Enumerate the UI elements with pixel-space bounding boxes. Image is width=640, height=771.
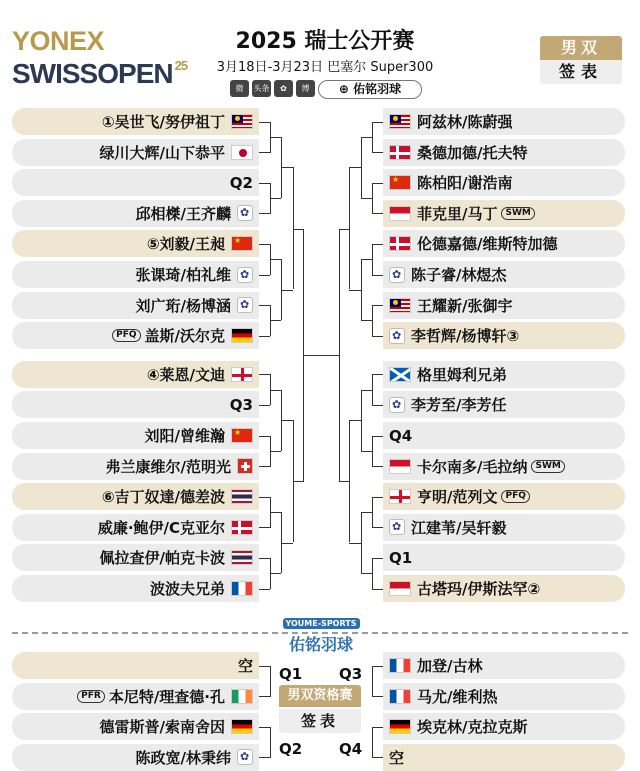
qualifier-slot: [12, 169, 259, 196]
bracket-line: [270, 390, 281, 391]
flag-chn-icon: [231, 428, 253, 443]
player-pair-entry: [12, 361, 259, 388]
bracket-line: [372, 152, 383, 153]
pair-names: 刘阳/曾维瀚: [144, 427, 225, 445]
bracket-line: [259, 527, 270, 528]
bracket-line: [303, 355, 339, 356]
bracket-line: [270, 320, 281, 321]
event-badge: [540, 36, 622, 84]
bracket-line: [361, 390, 362, 451]
bracket-line: [259, 497, 270, 498]
player-pair-entry: [12, 514, 259, 541]
pair-names: 盖斯/沃尔克: [144, 327, 225, 346]
pair-names: ④莱恩/文迪: [146, 365, 225, 384]
flag-tpe-icon: [237, 267, 253, 283]
paw-icon[interactable]: ✿: [274, 80, 293, 97]
pair-names: 江建苇/吴轩毅: [411, 518, 507, 537]
bracket-line: [270, 727, 271, 758]
bracket-line: [293, 481, 303, 482]
pair-names: ⑤刘毅/王昶: [146, 235, 225, 254]
pair-names: 绿川大辉/山下恭平: [99, 143, 225, 162]
bracket-line: [372, 374, 383, 375]
player-pair-entry: [383, 200, 625, 227]
qualifier-label: Q2: [229, 173, 253, 192]
bracket-line: [372, 497, 383, 498]
bracket-line: [259, 122, 270, 123]
bracket-line: [372, 696, 383, 697]
flag-ger-icon: [389, 719, 411, 734]
event-draw-label: 签表: [540, 60, 622, 84]
player-pair-entry: [383, 683, 625, 710]
qual-label-q2: Q2: [279, 740, 303, 758]
flag-chn-icon: [389, 175, 411, 190]
player-pair-entry: [383, 744, 625, 771]
bracket-line: [372, 275, 383, 276]
flag-eng-icon: [389, 489, 411, 504]
flag-den-icon: [389, 236, 411, 251]
bracket-line: [361, 573, 372, 574]
bracket-line: [372, 527, 383, 528]
bracket-line: [372, 213, 383, 214]
bracket-line: [361, 198, 372, 199]
brand-yonex: YONEX: [12, 26, 105, 56]
bracket-line: [361, 320, 372, 321]
pair-names: 王耀新/张御宇: [417, 296, 513, 315]
player-pair-entry: [12, 713, 259, 740]
qualifying-draw-label: 签表: [279, 709, 361, 733]
player-pair-entry: [383, 108, 625, 135]
bracket-line: [349, 290, 361, 291]
pair-names: 陈柏阳/谢浩南: [417, 174, 513, 193]
pair-names: 桑德加德/托夫特: [417, 143, 528, 162]
entry-tag-badge: PFR: [77, 690, 105, 703]
player-pair-entry: [12, 108, 259, 135]
flag-tha-icon: [231, 550, 253, 565]
bracket-line: [361, 512, 372, 513]
qualifier-label: Q1: [389, 548, 413, 567]
bracket-line: [372, 305, 383, 306]
flag-tpe-icon: [389, 267, 405, 283]
player-pair-entry: [12, 544, 259, 571]
bracket-line: [361, 512, 362, 573]
pair-names: 陈政宽/林秉纬: [135, 748, 231, 767]
bracket-line: [372, 466, 383, 467]
bracket-line: [361, 259, 362, 320]
youme-logo-cn: 佑铭羽球: [288, 635, 353, 654]
bracket-line: [259, 589, 270, 590]
bracket-line: [372, 122, 373, 153]
bracket-line: [259, 374, 270, 375]
youming-badge[interactable]: ⊕ 佑铭羽球: [318, 80, 422, 99]
bracket-line: [270, 198, 281, 199]
player-pair-entry: [383, 453, 625, 480]
pair-names: 邱相榤/王齐麟: [135, 204, 231, 223]
flag-tpe-icon: [237, 749, 253, 765]
pair-names: 卡尔南多/毛拉纳: [417, 457, 528, 476]
bracket-line: [372, 405, 383, 406]
bracket-line: [372, 497, 373, 528]
pair-names: 格里姆利兄弟: [417, 365, 508, 384]
bracket-line: [349, 167, 350, 289]
pair-names: 伦德嘉德/维斯特加德: [417, 235, 558, 254]
bracket-line: [372, 336, 383, 337]
bracket-line: [372, 183, 383, 184]
player-pair-entry: [12, 453, 259, 480]
bracket-line: [259, 213, 270, 214]
pair-names: 李芳至/李芳任: [411, 396, 507, 415]
player-pair-entry: [383, 169, 625, 196]
bracket-line: [270, 259, 281, 260]
bracket-line: [259, 275, 270, 276]
flag-tpe-icon: [389, 328, 405, 344]
bracket-line: [259, 466, 270, 467]
flag-ina-icon: [389, 206, 411, 221]
pair-names: 马尤/维利热: [417, 687, 498, 706]
social-icons: [230, 80, 315, 97]
bracket-line: [259, 666, 270, 667]
bracket-line: [259, 244, 270, 245]
bracket-line: [372, 727, 373, 758]
flag-ger-icon: [231, 328, 253, 343]
pair-names: 加登/古林: [417, 657, 483, 675]
flag-ina-icon: [389, 459, 411, 474]
player-pair-entry: [12, 230, 259, 257]
bracket-line: [270, 666, 271, 697]
pair-names: 陈子睿/林煜杰: [411, 266, 507, 284]
bracket-line: [361, 390, 372, 391]
youme-logo-text: YOUME-SPORTS: [283, 618, 360, 629]
bracket-line: [259, 336, 270, 337]
bracket-line: [259, 696, 270, 697]
player-pair-entry: [12, 652, 259, 679]
brand-swissopen-text: SWISSOPEN: [12, 58, 173, 89]
bracket-line: [259, 558, 270, 559]
flag-ina-icon: [389, 581, 411, 596]
player-pair-entry: [12, 483, 259, 510]
pair-names: 弗兰康维尔/范明光: [105, 457, 231, 476]
bracket-line: [372, 589, 383, 590]
bracket-line: [281, 420, 293, 421]
pair-names: 古塔玛/伊斯法罕②: [417, 580, 541, 598]
player-pair-entry: [383, 322, 625, 349]
brand-year: 25: [174, 58, 188, 73]
bracket-line: [372, 183, 373, 214]
pair-names: ①吴世飞/努伊祖丁: [101, 113, 225, 131]
qualifier-slot: [383, 544, 625, 571]
pair-names: 刘广珩/杨博涵: [135, 296, 231, 315]
player-pair-entry: [383, 713, 625, 740]
pair-names: 空: [237, 657, 253, 675]
wechat-icon[interactable]: 微: [230, 80, 249, 97]
bracket-line: [281, 290, 293, 291]
bracket-line: [349, 420, 350, 542]
flag-fra-icon: [231, 581, 253, 596]
bracket-line: [259, 405, 270, 406]
bracket-line: [361, 137, 372, 138]
player-pair-entry: [383, 391, 625, 418]
player-pair-entry: [12, 261, 259, 288]
bracket-line: [259, 727, 270, 728]
player-pair-entry: [383, 261, 625, 288]
entry-tag-badge: SWM: [531, 460, 564, 473]
pair-names: 威廉·鲍伊/C克亚尔: [97, 518, 225, 537]
flag-sui-icon: [237, 458, 253, 474]
pair-names: 菲克里/马丁: [417, 204, 498, 223]
bracket-line: [372, 244, 383, 245]
qualifying-title: 男双资格赛: [279, 685, 361, 707]
player-pair-entry: [12, 744, 259, 771]
player-pair-entry: [383, 514, 625, 541]
player-pair-entry: [12, 322, 259, 349]
bracket-line: [339, 481, 349, 482]
bracket-line: [339, 229, 340, 482]
player-pair-entry: [383, 483, 625, 510]
flag-irl-icon: [231, 689, 253, 704]
bracket-line: [372, 558, 383, 559]
flag-tpe-icon: [389, 519, 405, 535]
bracket-line: [349, 420, 361, 421]
bracket-line: [372, 374, 373, 405]
bracket-line: [349, 543, 361, 544]
player-pair-entry: [12, 292, 259, 319]
bracket-line: [259, 183, 270, 184]
pair-names: 李哲辉/杨博轩③: [411, 327, 520, 346]
page-subtitle: 3月18日-3月23日 巴塞尔 Super300: [216, 60, 434, 75]
page-title: 2025 瑞士公开赛: [235, 29, 415, 54]
pair-names: 佩拉查伊/帕克卡波: [99, 549, 225, 568]
pair-names: 德雷斯普/索南舍因: [99, 718, 225, 736]
flag-ger-icon: [231, 719, 253, 734]
bracket-line: [372, 436, 383, 437]
flag-tpe-icon: [237, 297, 253, 313]
flag-tha-icon: [231, 489, 253, 504]
player-pair-entry: [12, 139, 259, 166]
entry-tag-badge: SWM: [501, 207, 534, 220]
player-pair-entry: [383, 361, 625, 388]
bracket-line: [281, 167, 293, 168]
bracket-line: [349, 167, 361, 168]
bracket-line: [372, 305, 373, 336]
bracket-line: [361, 259, 372, 260]
entry-tag-badge: PFQ: [501, 490, 529, 503]
bracket-line: [270, 137, 281, 138]
player-pair-entry: [12, 683, 259, 710]
bracket-line: [339, 229, 349, 230]
flag-jpn-icon: [231, 145, 253, 160]
qualifier-slot: [12, 391, 259, 418]
pair-names: 埃克林/克拉克斯: [417, 718, 528, 736]
flag-fra-icon: [389, 658, 411, 673]
bracket-line: [372, 666, 383, 667]
player-pair-entry: [383, 652, 625, 679]
youme-logo: [276, 611, 366, 655]
bracket-line: [259, 757, 270, 758]
player-pair-entry: [12, 422, 259, 449]
bracket-line: [361, 137, 362, 198]
entry-tag-badge: PFQ: [112, 329, 140, 342]
flag-mas-icon: [389, 298, 411, 313]
bracket-line: [270, 573, 281, 574]
pair-names: 阿兹林/陈蔚强: [417, 113, 513, 131]
flag-tpe-icon: [389, 397, 405, 413]
bracket-line: [259, 152, 270, 153]
flag-tpe-icon: [237, 205, 253, 221]
player-pair-entry: [12, 575, 259, 602]
flag-sco-icon: [389, 367, 411, 382]
toutiao-icon[interactable]: 头条: [252, 80, 271, 97]
pair-names: ⑥吉丁奴達/德差波: [101, 488, 225, 507]
flag-mas-icon: [231, 114, 253, 129]
flag-den-icon: [231, 520, 253, 535]
flag-chn-icon: [231, 236, 253, 251]
bracket-line: [259, 436, 270, 437]
event-name: 男双: [540, 36, 622, 60]
bracket-line: [361, 451, 372, 452]
bracket-line: [259, 305, 270, 306]
qual-label-q3: Q3: [339, 665, 363, 683]
bracket-line: [372, 757, 383, 758]
player-pair-entry: [12, 200, 259, 227]
player-pair-entry: [383, 139, 625, 166]
qual-label-q4: Q4: [339, 740, 363, 758]
flag-fra-icon: [389, 689, 411, 704]
flag-mas-icon: [389, 114, 411, 129]
qual-label-q1: Q1: [279, 665, 303, 683]
pair-names: 亨明/范列文: [417, 488, 498, 507]
bracket-line: [372, 666, 373, 697]
bracket-line: [270, 451, 281, 452]
bracket-line: [281, 543, 293, 544]
bracket-line: [270, 512, 281, 513]
pair-names: 波波夫兄弟: [149, 580, 225, 598]
bracket-line: [372, 244, 373, 275]
bracket-line: [293, 167, 294, 289]
pair-names: 本尼特/理查德·孔: [108, 687, 225, 706]
pair-names: 张课琦/柏礼维: [135, 266, 231, 284]
bracket-line: [372, 436, 373, 467]
player-pair-entry: [383, 575, 625, 602]
flag-den-icon: [389, 145, 411, 160]
qualifier-label: Q3: [229, 395, 253, 414]
weibo-icon[interactable]: 博: [296, 80, 315, 97]
bracket-line: [372, 727, 383, 728]
bracket-line: [372, 558, 373, 589]
player-pair-entry: [383, 230, 625, 257]
flag-eng-icon: [231, 367, 253, 382]
qualifier-slot: [383, 422, 625, 449]
bracket-line: [372, 122, 383, 123]
player-pair-entry: [383, 292, 625, 319]
qualifier-label: Q4: [389, 426, 413, 445]
pair-names: 空: [389, 748, 405, 767]
bracket-line: [293, 229, 303, 230]
